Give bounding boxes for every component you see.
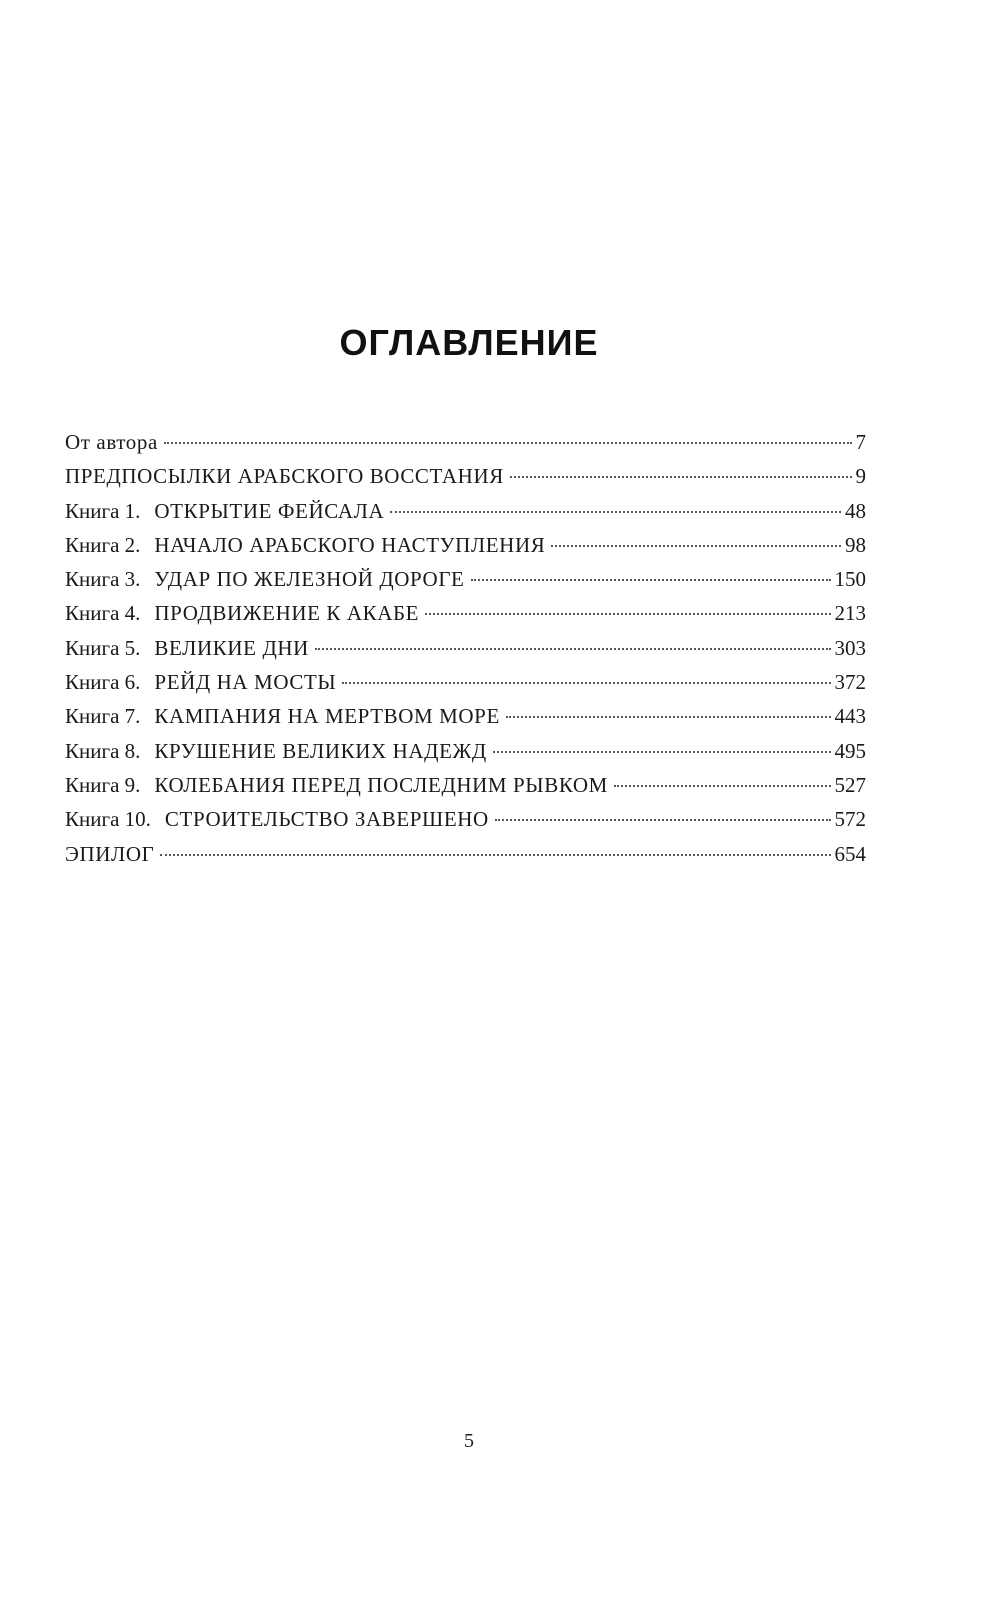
toc-entry-title: ПРОДВИЖЕНИЕ К АКАБЕ bbox=[154, 601, 420, 626]
toc-page-number: 7 bbox=[855, 430, 866, 454]
toc-book-label: Книга 4. bbox=[65, 601, 141, 626]
toc-entry bbox=[65, 699, 866, 733]
toc-dot-leader bbox=[495, 819, 831, 821]
toc-entry bbox=[65, 802, 866, 836]
toc-entry bbox=[65, 528, 866, 562]
toc-dot-leader bbox=[342, 682, 830, 684]
toc-dot-leader bbox=[471, 579, 831, 581]
toc-entry bbox=[65, 596, 866, 630]
toc-entry bbox=[65, 425, 866, 459]
toc-page-number: 372 bbox=[834, 670, 866, 695]
toc-book-label: Книга 1. bbox=[65, 498, 141, 523]
toc-page-number: 303 bbox=[834, 635, 866, 660]
toc-page-number: 9 bbox=[855, 464, 866, 489]
page-title: ОГЛАВЛЕНИЕ bbox=[339, 322, 599, 363]
toc-entry-title: ОТКРЫТИЕ ФЕЙСАЛА bbox=[154, 498, 385, 523]
toc-entry bbox=[65, 734, 866, 768]
toc-entry bbox=[65, 665, 866, 699]
toc-dot-leader bbox=[315, 648, 831, 650]
toc-book-label: Книга 6. bbox=[65, 670, 141, 695]
toc-page-number: 213 bbox=[834, 601, 866, 626]
toc-entry-title: От автора bbox=[65, 430, 158, 454]
toc-entry-title: КРУШЕНИЕ ВЕЛИКИХ НАДЕЖД bbox=[154, 738, 487, 763]
toc-entry bbox=[65, 837, 866, 871]
toc-dot-leader bbox=[390, 511, 841, 513]
toc-book-label: Книга 3. bbox=[65, 567, 141, 592]
toc-entry bbox=[65, 459, 866, 493]
toc-book-label: Книга 5. bbox=[65, 635, 141, 660]
toc-page-number: 654 bbox=[834, 841, 866, 866]
toc-page-number: 527 bbox=[834, 772, 866, 797]
toc-book-label: Книга 10. bbox=[65, 807, 151, 832]
toc-dot-leader bbox=[425, 613, 830, 615]
toc-entry bbox=[65, 562, 866, 596]
toc-page-number: 48 bbox=[845, 498, 866, 523]
toc-entry bbox=[65, 494, 866, 528]
toc-dot-leader bbox=[510, 476, 852, 478]
toc-entry-title: НАЧАЛО АРАБСКОГО НАСТУПЛЕНИЯ bbox=[154, 532, 546, 557]
toc-book-label: Книга 8. bbox=[65, 738, 141, 763]
toc-dot-leader bbox=[506, 716, 831, 718]
toc-entry-title: ЭПИЛОГ bbox=[65, 841, 155, 866]
toc-entry-title: УДАР ПО ЖЕЛЕЗНОЙ ДОРОГЕ bbox=[154, 567, 465, 592]
toc-entry-title: КОЛЕБАНИЯ ПЕРЕД ПОСЛЕДНИМ РЫВКОМ bbox=[154, 772, 608, 797]
toc-book-label: Книга 7. bbox=[65, 704, 141, 729]
toc-dot-leader bbox=[164, 442, 852, 444]
toc-page-number: 98 bbox=[845, 532, 866, 557]
toc-book-label: Книга 9. bbox=[65, 772, 141, 797]
toc-page-number: 443 bbox=[834, 704, 866, 729]
toc-dot-leader bbox=[493, 751, 831, 753]
toc-page-number: 572 bbox=[834, 807, 866, 832]
toc-entry-title: КАМПАНИЯ НА МЕРТВОМ МОРЕ bbox=[154, 704, 500, 729]
toc-dot-leader bbox=[160, 854, 830, 856]
toc-entry bbox=[65, 768, 866, 802]
page-number: 5 bbox=[464, 1430, 474, 1452]
table-of-contents bbox=[65, 425, 866, 871]
toc-page-number: 150 bbox=[834, 567, 866, 592]
toc-entry bbox=[65, 631, 866, 665]
toc-entry-title: РЕЙД НА МОСТЫ bbox=[154, 670, 337, 695]
toc-page-number: 495 bbox=[834, 738, 866, 763]
toc-dot-leader bbox=[551, 545, 841, 547]
toc-dot-leader bbox=[614, 785, 831, 787]
toc-entry-title: ПРЕДПОСЫЛКИ АРАБСКОГО ВОССТАНИЯ bbox=[65, 464, 504, 489]
toc-entry-title: ВЕЛИКИЕ ДНИ bbox=[154, 635, 309, 660]
toc-entry-title: СТРОИТЕЛЬСТВО ЗАВЕРШЕНО bbox=[164, 807, 489, 832]
toc-book-label: Книга 2. bbox=[65, 532, 141, 557]
